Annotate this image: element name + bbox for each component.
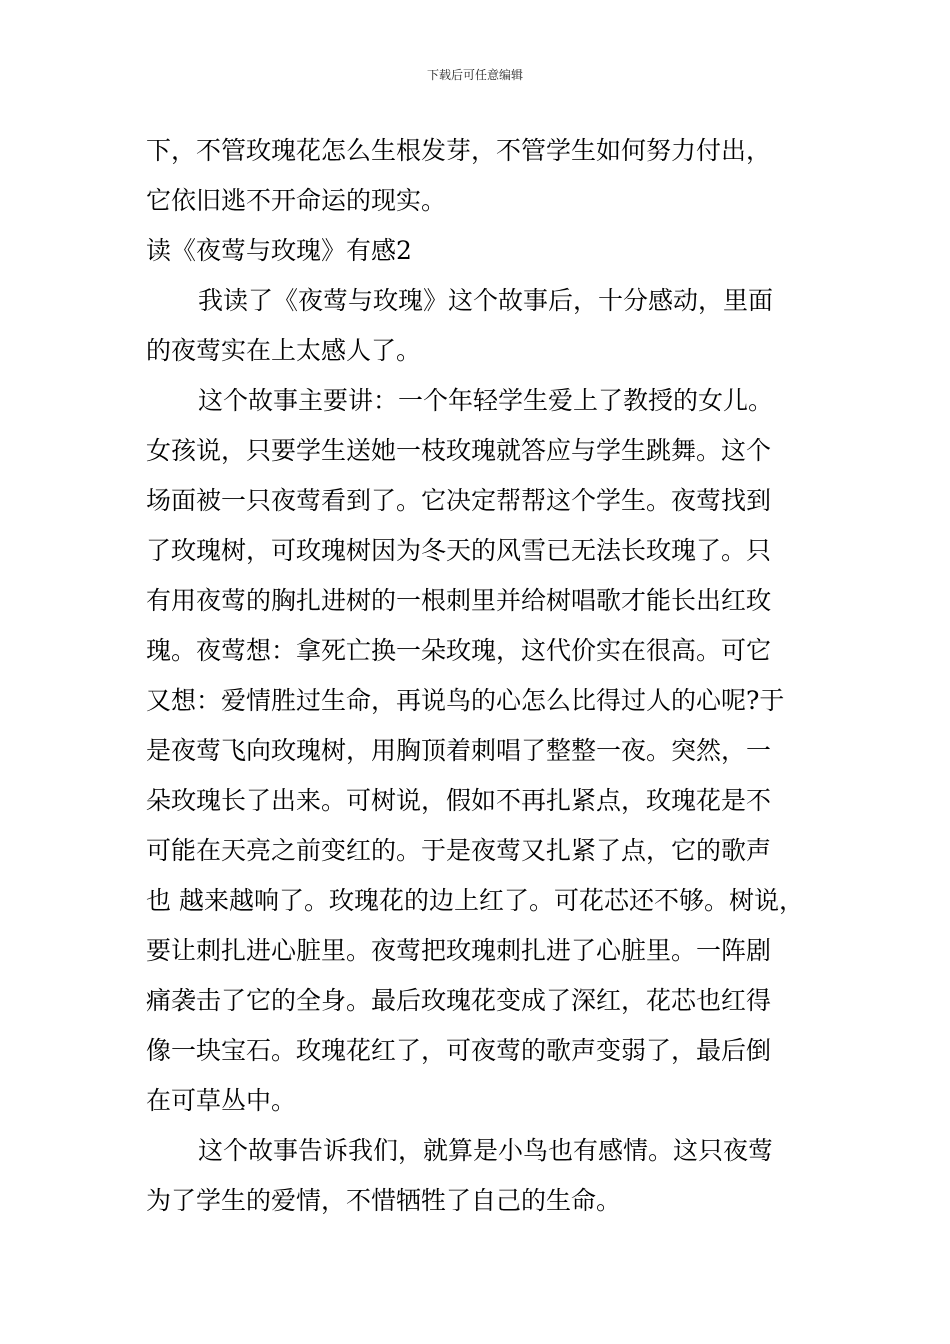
text-line: 可能在天亮之前变红的。于是夜莺又扎紧了点，它的歌声 — [146, 836, 772, 865]
text-line: 读《夜莺与玫瑰》有感2 — [146, 236, 412, 265]
text-line: 场面被一只夜莺看到了。它决定帮帮这个学生。夜莺找到 — [146, 486, 772, 515]
text-line: 的夜莺实在上太感人了。 — [146, 336, 422, 365]
text-line: 这个故事主要讲：一个年轻学生爱上了教授的女儿。 — [198, 386, 774, 415]
page-header-note: 下载后可任意编辑 — [426, 68, 523, 82]
text-line: 下，不管玫瑰花怎么生根发芽，不管学生如何努力付出， — [146, 136, 772, 165]
text-line: 了玫瑰树，可玫瑰树因为冬天的风雪已无法长玫瑰了。只 — [146, 536, 772, 565]
text-line: 是夜莺飞向玫瑰树，用胸顶着刺唱了整整一夜。突然，一 — [146, 736, 772, 765]
text-line: 在可草丛中。 — [146, 1086, 297, 1115]
text-line: 为了学生的爱情，不惜牺牲了自己的生命。 — [146, 1186, 622, 1215]
document-body — [146, 126, 826, 1226]
text-line: 女孩说，只要学生送她一枝玫瑰就答应与学生跳舞。这个 — [146, 436, 772, 465]
text-line: 我读了《夜莺与玫瑰》这个故事后，十分感动，里面 — [198, 286, 774, 315]
text-line: 痛袭击了它的全身。最后玫瑰花变成了深红，花芯也红得 — [146, 986, 772, 1015]
text-line: 这个故事告诉我们，就算是小鸟也有感情。这只夜莺 — [198, 1136, 774, 1165]
text-line: 也 越来越响了。玫瑰花的边上红了。可花芯还不够。树说， — [146, 886, 804, 915]
text-line: 朵玫瑰长了出来。可树说，假如不再扎紧点，玫瑰花是不 — [146, 786, 772, 815]
text-line: 像一块宝石。玫瑰花红了，可夜莺的歌声变弱了，最后倒 — [146, 1036, 772, 1065]
text-line: 要让刺扎进心脏里。夜莺把玫瑰刺扎进了心脏里。一阵剧 — [146, 936, 772, 965]
text-line: 瑰。夜莺想：拿死亡换一朵玫瑰，这代价实在很高。可它 — [146, 636, 772, 665]
text-line: 有用夜莺的胸扎进树的一根刺里并给树唱歌才能长出红玫 — [146, 586, 772, 615]
text-line: 又想：爱情胜过生命，再说鸟的心怎么比得过人的心呢?于 — [146, 686, 785, 715]
text-line: 它依旧逃不开命运的现实。 — [146, 186, 447, 215]
